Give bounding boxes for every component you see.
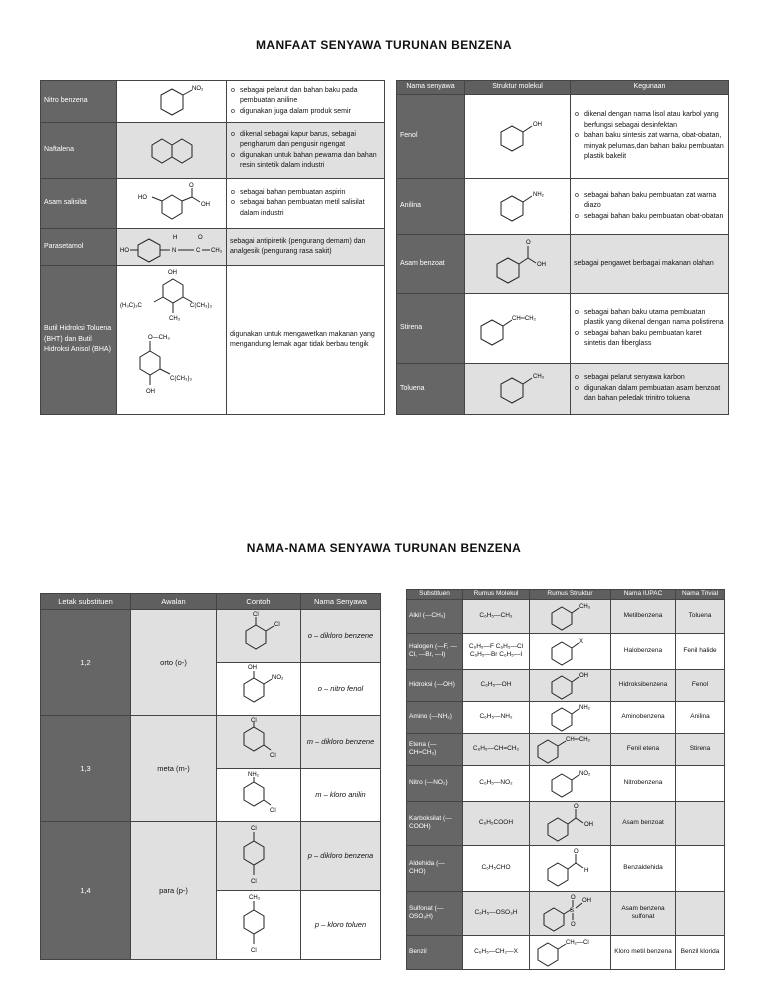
structure-bht-bha [117, 266, 227, 415]
iupac-name: Benzaldehida [611, 845, 676, 891]
struct-label: O [188, 182, 194, 189]
table-row [407, 891, 725, 935]
use-item: o dikenal sebagai kapur barus, sebagai pengharum dan pengusir ngengat [230, 130, 381, 151]
compound-name: Nitro benzena [41, 81, 117, 123]
struct-label: O [574, 849, 579, 856]
table-row [407, 669, 725, 701]
uses-cell [227, 123, 385, 179]
structure-nitrobenzena [117, 81, 227, 123]
struct-label: CH₃ [532, 374, 544, 380]
struct-label: O [571, 895, 576, 902]
compound-name: Butil Hidroksi Toluena (BHT) dan Butil Hidroksi Anisol (BHA) [41, 266, 117, 415]
struct-label: X [579, 639, 584, 646]
iupac-name: Asam benzoat [611, 801, 676, 845]
table-row [407, 701, 725, 733]
iupac-name: Nitrobenzena [611, 765, 676, 801]
structure-toluena [465, 364, 571, 415]
table-manfaat-1 [40, 80, 385, 415]
formula-cell: C₆H₅—NH₂ [463, 701, 530, 733]
use-item: o sebagai pelarut senyawa karbon [574, 373, 725, 384]
struct-label: N [172, 248, 177, 254]
use-item: o sebagai bahan baku pembuatan zat warna diazo [574, 191, 725, 212]
table-row [41, 822, 381, 891]
prefix-cell: para (p-) [131, 822, 217, 960]
use-item: o bahan baku sintesis zat warna, obat-obatan, minyak pelumas,dan bahan baku pembuatan plastik bakelit [574, 131, 725, 163]
column-header: Nama Senyawa [301, 594, 381, 610]
column-header: Substituen [407, 590, 463, 600]
formula-cell: C₆H₅—CH₃ [463, 599, 530, 633]
prefix-cell: orto (o-) [131, 610, 217, 716]
compound-name: Fenol [397, 95, 465, 179]
struct-label: O—CH₃ [148, 335, 170, 341]
table-row [41, 716, 381, 769]
struct-label: OH [584, 822, 593, 829]
use-item: o sebagai bahan baku pembuatan obat-obatan [574, 212, 725, 223]
position-cell: 1,4 [41, 822, 131, 960]
struct-label: NO₂ [191, 85, 203, 92]
substituent-cell: Halogen (—F, —Cl, —Br, —I) [407, 633, 463, 669]
iupac-name: Hidroksibenzena [611, 669, 676, 701]
table-row [397, 235, 729, 294]
struct-label: OH [536, 262, 546, 268]
formula-cell: C₆H₅COOH [463, 801, 530, 845]
table-row [407, 935, 725, 969]
prefix-cell: meta (m-) [131, 716, 217, 822]
structure-cell [530, 801, 611, 845]
compound-name: Asam benzoat [397, 235, 465, 294]
iupac-name: Fenil etena [611, 733, 676, 765]
struct-label: S [570, 908, 575, 915]
structure-naftalena [117, 123, 227, 179]
iupac-name: Asam benzena sulfonat [611, 891, 676, 935]
table-row [407, 599, 725, 633]
struct-label: OH [146, 389, 155, 395]
compound-name: Toluena [397, 364, 465, 415]
struct-label: CH₃ [248, 895, 260, 901]
use-item: o sebagai bahan baku utama pembuatan plastik yang dikenal dengan nama polistirena [574, 308, 725, 329]
column-header: Rumus Struktur [530, 590, 611, 600]
structure-o-dikloro [217, 610, 301, 663]
struct-label: Cl [252, 612, 259, 618]
trivial-name: Benzil klorida [676, 935, 725, 969]
compound-name: o – dikloro benzene [301, 610, 381, 663]
struct-label: OH [582, 898, 591, 905]
use-item: o sebagai bahan baku pembuatan karet sintetis dan fiberglass [574, 329, 725, 350]
use-item: o dikenal dengan nama lisol atau karbol yang berfungsi sebagai desinfektan [574, 110, 725, 131]
table-row [41, 81, 385, 123]
table-substituen-position [40, 593, 381, 960]
trivial-name [676, 801, 725, 845]
struct-label: HO [120, 248, 129, 254]
use-item: o digunakan untuk bahan pewarna dan bahan resin sintetik dalam industri [230, 151, 381, 172]
use-item: o digunakan dalam pembuatan asam benzoat dan bahan peledak trinitro toluena [574, 384, 725, 405]
column-header: Awalan [131, 594, 217, 610]
table-row [41, 123, 385, 179]
table-row [407, 845, 725, 891]
structure-cell [530, 669, 611, 701]
use-item: o sebagai bahan pembuatan metil salisilat dalam industri [230, 198, 381, 219]
struct-label: OH [579, 673, 588, 680]
uses-cell: sebagai pengawet berbagai makanan olahan [571, 235, 729, 294]
position-cell: 1,3 [41, 716, 131, 822]
struct-label: OH [247, 665, 257, 671]
column-header: Struktur molekul [465, 81, 571, 95]
table-header-row [41, 594, 381, 610]
compound-name: Anilina [397, 179, 465, 235]
column-header: Rumus Molekul [463, 590, 530, 600]
structure-cell [530, 599, 611, 633]
struct-label: O [198, 235, 203, 241]
structure-stirena [465, 294, 571, 364]
struct-label: NO₂ [271, 675, 283, 681]
structure-m-dikloro [217, 716, 301, 769]
structure-cell [530, 701, 611, 733]
table-row [407, 765, 725, 801]
structure-cell [530, 891, 611, 935]
struct-label: NH₂ [532, 191, 544, 198]
substituent-cell: Aldehida (—CHO) [407, 845, 463, 891]
column-header: Nama senyawa [397, 81, 465, 95]
substituent-cell: Hidroksi (—OH) [407, 669, 463, 701]
table-row [41, 610, 381, 663]
structure-parasetamol [117, 229, 227, 266]
formula-cell: C₆H₅—CH₂—X [463, 935, 530, 969]
iupac-name: Aminobenzena [611, 701, 676, 733]
structure-cell [530, 765, 611, 801]
trivial-name: Anilina [676, 701, 725, 733]
substituent-cell: Sulfonat (—OSO₃H) [407, 891, 463, 935]
struct-label: NO₂ [579, 771, 591, 778]
structure-cell [530, 633, 611, 669]
table-row [407, 633, 725, 669]
struct-label: OH [532, 121, 542, 128]
compound-name: p – dikloro benzena [301, 822, 381, 891]
table-row [407, 801, 725, 845]
uses-cell [227, 81, 385, 123]
struct-label: C [196, 248, 201, 254]
formula-cell: C₆H₅—CH=CH₂ [463, 733, 530, 765]
substituent-cell: Alkil (—CH₃) [407, 599, 463, 633]
iupac-name: Kloro metil benzena [611, 935, 676, 969]
trivial-name: Fenil halide [676, 633, 725, 669]
substituent-cell: Etena (—CH=CH₂) [407, 733, 463, 765]
struct-label: Cl [250, 879, 257, 885]
table-row [397, 364, 729, 415]
compound-name: Parasetamol [41, 229, 117, 266]
trivial-name: Toluena [676, 599, 725, 633]
struct-label: Cl [269, 808, 276, 814]
formula-cell: C₆H₅—F C₆H₅—Cl C₆H₅—Br C₆H₅—I [463, 633, 530, 669]
table-row [397, 95, 729, 179]
table-row [41, 266, 385, 415]
struct-label: (H₃C)₃C [120, 303, 142, 309]
compound-name: o – nitro fenol [301, 663, 381, 716]
compound-name: Stirena [397, 294, 465, 364]
uses-cell [571, 294, 729, 364]
formula-cell: C₆H₅CHO [463, 845, 530, 891]
formula-cell: C₆H₅—OSO₃H [463, 891, 530, 935]
structure-cell [530, 845, 611, 891]
substituent-cell: Amino (—NH₂) [407, 701, 463, 733]
compound-name: Naftalena [41, 123, 117, 179]
structure-asam-salisilat [117, 179, 227, 229]
iupac-name: Halobenzena [611, 633, 676, 669]
trivial-name [676, 891, 725, 935]
column-header: Nama IUPAC [611, 590, 676, 600]
iupac-name: Metilbenzena [611, 599, 676, 633]
struct-label: Cl [250, 718, 257, 724]
page-title-2: NAMA-NAMA SENYAWA TURUNAN BENZENA [246, 541, 522, 555]
substituent-cell: Nitro (—NO₂) [407, 765, 463, 801]
substituent-cell: Benzil [407, 935, 463, 969]
uses-cell: digunakan untuk mengawetkan makanan yang mengandung lemak agar tidak berbau tengik [227, 266, 385, 415]
column-header: Kegunaan [571, 81, 729, 95]
structure-p-klorotoluen [217, 891, 301, 960]
struct-label: Cl [273, 622, 280, 628]
substituent-cell: Karboksilat (—COOH) [407, 801, 463, 845]
uses-cell [571, 179, 729, 235]
struct-label: CH═CH₂ [511, 315, 536, 322]
use-item: o digunakan juga dalam produk semir [230, 107, 381, 118]
compound-name: Asam salisilat [41, 179, 117, 229]
struct-label: HO [137, 194, 147, 201]
structure-fenol [465, 95, 571, 179]
struct-label: Cl [250, 826, 257, 832]
struct-label: CH₃ [579, 604, 591, 611]
table-header-row [407, 590, 725, 600]
trivial-name: Stirena [676, 733, 725, 765]
struct-label: OH [200, 201, 210, 208]
struct-label: C(CH₃)₃ [170, 376, 192, 382]
formula-cell: C₆H₅—NO₂ [463, 765, 530, 801]
struct-label: O [525, 240, 531, 246]
struct-label: Cl [269, 753, 276, 759]
page-title-1: MANFAAT SENYAWA TURUNAN BENZENA [256, 38, 512, 52]
compound-name: m – kloro anilin [301, 769, 381, 822]
use-item: o sebagai bahan pembuatan aspirin [230, 188, 381, 199]
struct-label: CH═CH₂ [566, 737, 590, 744]
struct-label: O [571, 922, 576, 929]
structure-anilina [465, 179, 571, 235]
struct-label: CH₃ [211, 248, 223, 254]
table-nama-iupac [406, 589, 725, 970]
formula-cell: C₆H₅—OH [463, 669, 530, 701]
uses-cell [227, 179, 385, 229]
table-row [397, 179, 729, 235]
table-row [41, 229, 385, 266]
position-cell: 1,2 [41, 610, 131, 716]
struct-label: C(CH₃)₃ [190, 303, 212, 309]
struct-label: O [574, 804, 579, 811]
use-item: o sebagai pelarut dan bahan baku pada pembuatan aniline [230, 86, 381, 107]
struct-label: NH₂ [579, 705, 590, 712]
structure-m-kloroanilin [217, 769, 301, 822]
table-manfaat-2 [396, 80, 729, 415]
struct-label: OH [168, 270, 177, 276]
structure-cell [530, 935, 611, 969]
table-row [41, 179, 385, 229]
table-row [397, 294, 729, 364]
compound-name: m – dikloro benzene [301, 716, 381, 769]
structure-o-nitrofenol [217, 663, 301, 716]
table-header-row [397, 81, 729, 95]
trivial-name [676, 765, 725, 801]
trivial-name [676, 845, 725, 891]
column-header: Letak substituen [41, 594, 131, 610]
trivial-name: Fenol [676, 669, 725, 701]
table-row [407, 733, 725, 765]
structure-cell [530, 733, 611, 765]
uses-cell [571, 364, 729, 415]
struct-label: H [173, 235, 178, 241]
uses-cell: sebagai antipiretik (pengurang demam) dan analgesik (pengurang rasa sakit) [227, 229, 385, 266]
struct-label: H [584, 868, 589, 875]
struct-label: CH₂—Cl [566, 940, 589, 947]
structure-asam-benzoat [465, 235, 571, 294]
column-header: Nama Trivial [676, 590, 725, 600]
struct-label: NH₂ [247, 772, 259, 778]
struct-label: Cl [250, 948, 257, 954]
uses-cell [571, 95, 729, 179]
structure-p-dikloro [217, 822, 301, 891]
struct-label: CH₃ [169, 316, 181, 322]
column-header: Contoh [217, 594, 301, 610]
compound-name: p – kloro toluen [301, 891, 381, 960]
